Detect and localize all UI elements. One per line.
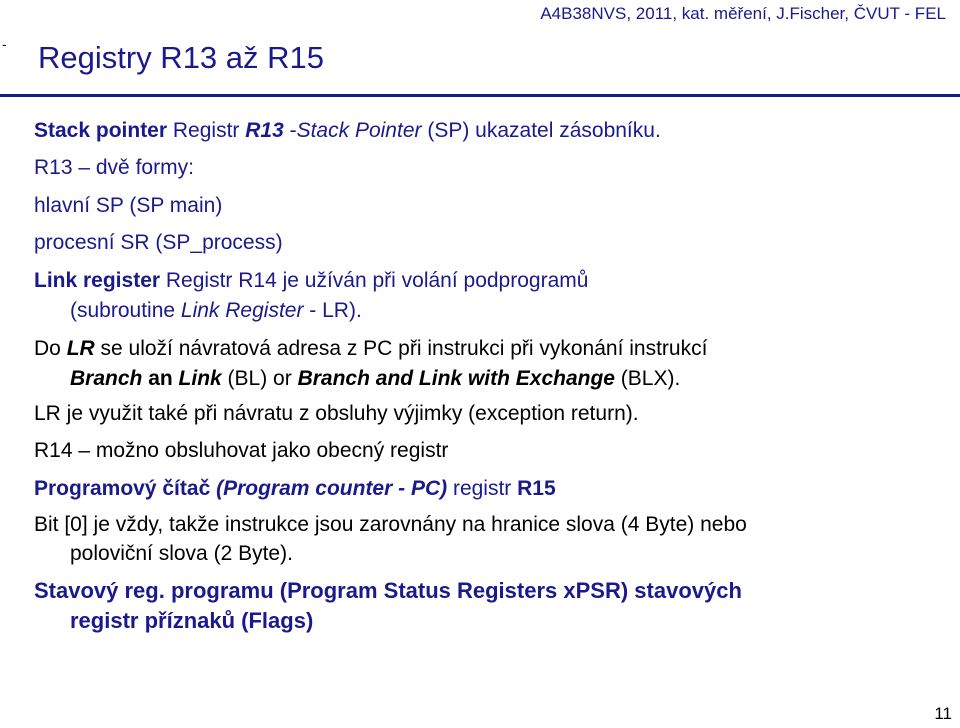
line-subroutine xyxy=(70,298,362,324)
term-stack-pointer-italic: Stack Pointer xyxy=(296,119,422,142)
slide-title: Registry R13 až R15 xyxy=(38,40,325,75)
line-r14-general: R14 – možno obsluhovat jako obecný registr xyxy=(34,439,449,462)
text: - xyxy=(283,119,297,142)
term-pc: (Program counter - PC) xyxy=(216,477,448,500)
term-r13: R13 xyxy=(245,119,284,142)
term-r15: R15 xyxy=(517,477,556,500)
line-do-lr xyxy=(34,336,707,362)
text: (subroutine xyxy=(70,299,181,322)
text: (BLX). xyxy=(614,367,681,390)
page-number: 11 xyxy=(934,704,952,723)
text: (BL) or xyxy=(221,367,298,390)
text: se uloží návratová adresa z PC při instrukci při vykonání instrukcí xyxy=(94,337,708,360)
corner-mark: - xyxy=(2,36,7,52)
header-credit: A4B38NVS, 2011, kat. měření, J.Fischer, ČVUT - FEL xyxy=(540,4,946,23)
text: registr xyxy=(447,477,518,500)
line-status-register: Stavový reg. programu (Program Status Registers xPSR) stavových xyxy=(34,578,742,603)
line-main-sp: hlavní SP (SP main) xyxy=(34,194,223,217)
term-link-register: Link register xyxy=(34,269,161,292)
text: Registr xyxy=(167,119,246,142)
line-branch-link xyxy=(70,366,680,392)
line-lr-return: LR je využit také při návratu z obsluhy výjimky (exception return). xyxy=(34,402,639,425)
term-link: Link xyxy=(178,367,222,390)
term-stack-pointer: Stack pointer xyxy=(34,119,168,142)
text: Registr R14 je užíván při volání podprogramů xyxy=(160,269,589,292)
text: an xyxy=(142,367,179,390)
line-flags: registr příznaků (Flags) xyxy=(70,608,314,633)
term-branch-exchange: Branch and Link with Exchange xyxy=(297,367,615,390)
line-bit0: Bit [0] je vždy, takže instrukce jsou zarovnány na hranice slova (4 Byte) nebo xyxy=(34,513,747,536)
term-link-register-italic: Link Register xyxy=(180,299,304,322)
text: (SP) ukazatel zásobníku. xyxy=(421,119,661,142)
title-divider xyxy=(0,94,960,97)
line-process-sp: procesní SR (SP_process) xyxy=(34,231,283,254)
line-link-register xyxy=(34,268,588,294)
text: Do xyxy=(34,337,67,360)
line-stack-pointer xyxy=(34,118,661,144)
line-program-counter xyxy=(34,476,556,502)
line-r13-forms: R13 – dvě formy: xyxy=(34,156,194,179)
line-halfword: poloviční slova (2 Byte). xyxy=(70,542,293,565)
term-lr: LR xyxy=(66,337,95,360)
term-branch: Branch xyxy=(70,367,143,390)
text: - LR). xyxy=(303,299,362,322)
term-program-counter: Programový čítač xyxy=(34,477,211,500)
